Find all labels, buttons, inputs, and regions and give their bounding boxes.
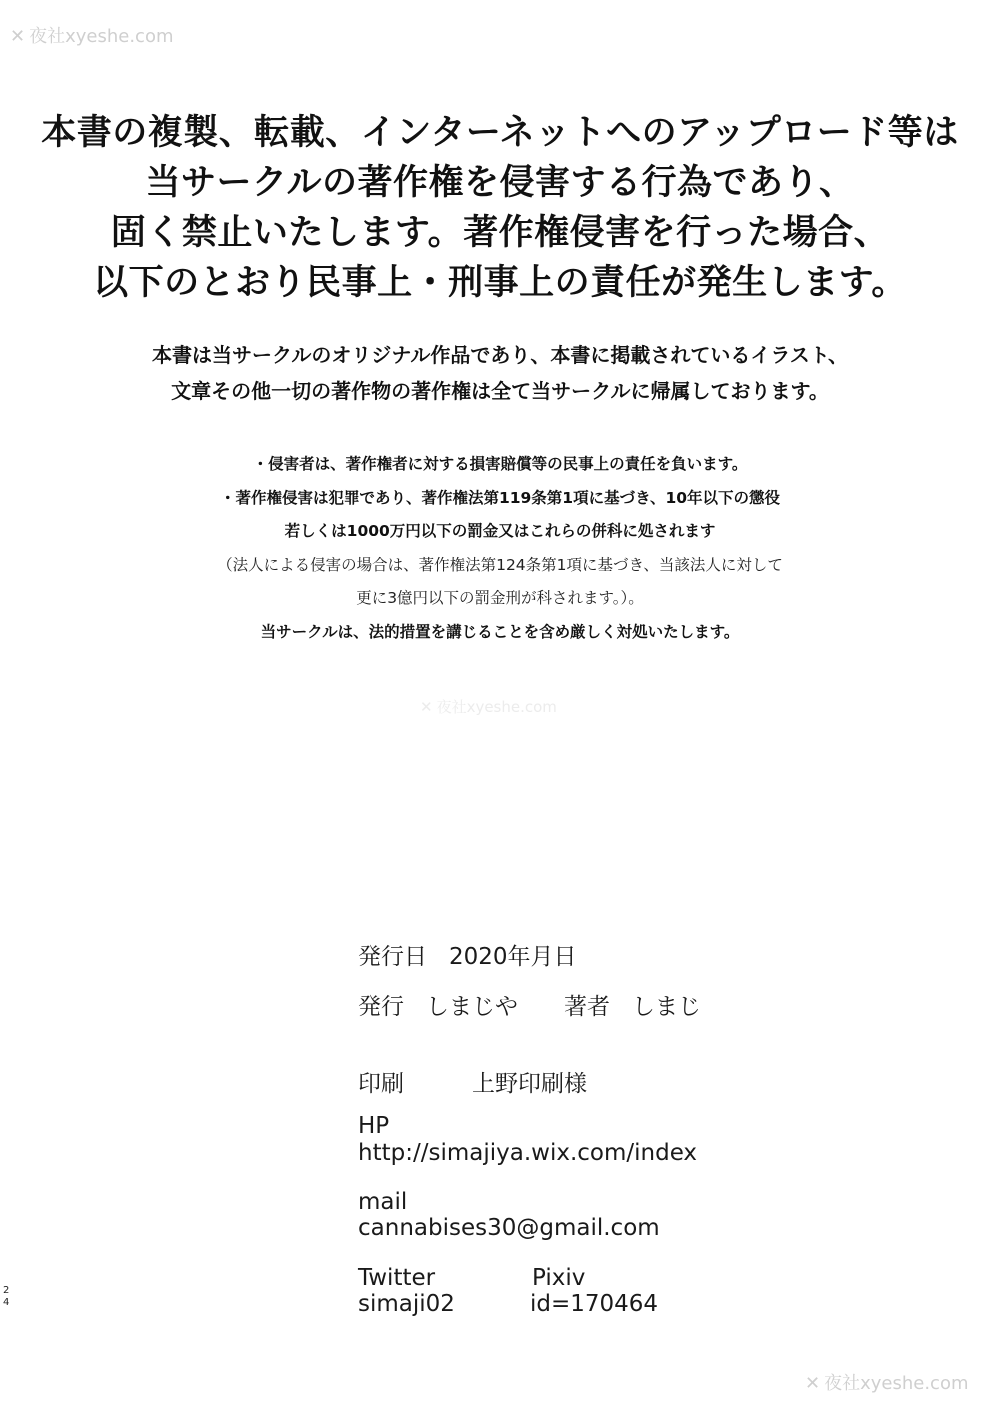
rights-statement bbox=[0, 337, 1000, 409]
legal-penalties bbox=[0, 448, 1000, 649]
watermark-x-icon: ✕ bbox=[805, 1373, 821, 1394]
watermark-middle-text: 夜社xyeshe.com bbox=[436, 698, 557, 716]
legal-line-penalty: 若しくは1000万円以下の罰金又はこれらの併科に処されます bbox=[284, 522, 716, 540]
rights-line: 文章その他一切の著作物の著作権は全て当サークルに帰属しております。 bbox=[171, 379, 829, 403]
watermark-top-text: 夜社xyeshe.com bbox=[29, 26, 174, 47]
printer-value: 上野印刷様 bbox=[472, 1071, 587, 1097]
watermark-x-icon: ✕ bbox=[10, 26, 26, 47]
watermark-bottom bbox=[805, 1369, 969, 1395]
printer-value-wrap bbox=[472, 1065, 587, 1098]
headline-line: 当サークルの著作権を侵害する行為であり、 bbox=[145, 163, 855, 203]
pixiv-id[interactable]: id=170464 bbox=[530, 1291, 659, 1317]
page-number: 24 bbox=[3, 1285, 10, 1308]
twitter-handle[interactable]: simaji02 bbox=[358, 1291, 455, 1317]
headline-line: 固く禁止いたします。著作権侵害を行った場合、 bbox=[110, 213, 890, 253]
issue-date-row bbox=[358, 938, 577, 971]
author-value: しまじ bbox=[632, 994, 701, 1020]
copyright-warning-headline bbox=[0, 108, 1000, 308]
legal-line-corporate: （法人による侵害の場合は、著作権法第124条第1項に基づき、当該法人に対して bbox=[217, 555, 783, 574]
printer-row bbox=[358, 1065, 404, 1098]
rights-line: 本書は当サークルのオリジナル作品であり、本書に掲載されているイラスト、 bbox=[152, 343, 848, 367]
legal-line-corporate-fine: 更に3億円以下の罰金刑が科されます。）。 bbox=[356, 589, 644, 607]
mail-address[interactable]: cannabises30@gmail.com bbox=[358, 1215, 660, 1241]
author-label: 著者 bbox=[564, 994, 610, 1020]
watermark-middle bbox=[420, 696, 557, 717]
twitter-label: Twitter bbox=[358, 1265, 436, 1291]
publisher-label: 発行 bbox=[358, 994, 404, 1020]
issue-date-label: 発行日 bbox=[358, 944, 427, 970]
legal-line-civil: ・侵害者は、著作権者に対する損害賠償等の民事上の責任を負います。 bbox=[252, 455, 748, 473]
pixiv-label: Pixiv bbox=[532, 1265, 586, 1291]
author-row bbox=[564, 988, 701, 1021]
hp-label: HP bbox=[358, 1113, 390, 1139]
legal-line-action: 当サークルは、法的措置を講じることを含め厳しく対処いたします。 bbox=[260, 622, 740, 641]
hp-url[interactable]: http://simajiya.wix.com/index bbox=[358, 1140, 698, 1166]
publisher-row bbox=[358, 988, 518, 1021]
watermark-top bbox=[10, 22, 174, 48]
publisher-value: しまじや bbox=[426, 994, 518, 1020]
headline-line: 以下のとおり民事上・刑事上の責任が発生します。 bbox=[93, 263, 907, 303]
watermark-x-icon: ✕ bbox=[420, 698, 433, 716]
issue-date-value: 2020年月日 bbox=[449, 944, 577, 970]
printer-label: 印刷 bbox=[358, 1071, 404, 1097]
legal-line-criminal: ・著作権侵害は犯罪であり、著作権法第119条第1項に基づき、10年以下の懲役 bbox=[219, 488, 781, 507]
watermark-bottom-text: 夜社xyeshe.com bbox=[824, 1373, 969, 1394]
headline-line: 本書の複製、転載、インターネットへのアップロード等は bbox=[41, 113, 959, 153]
mail-label: mail bbox=[358, 1189, 408, 1215]
